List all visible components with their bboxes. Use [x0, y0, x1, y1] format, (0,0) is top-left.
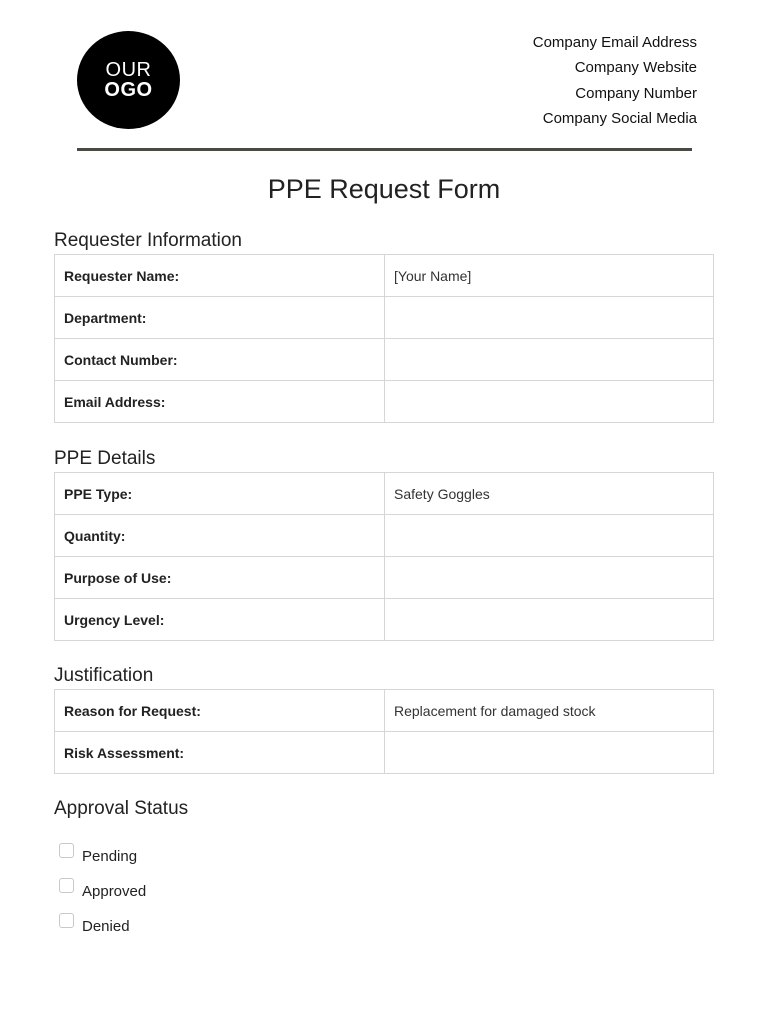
table-row	[55, 732, 714, 774]
company-contact-block	[533, 34, 697, 135]
section-title-ppe-details: PPE Details	[54, 448, 156, 469]
justification-table	[54, 689, 714, 774]
approved-label: Approved	[82, 883, 147, 900]
contact-number-label: Contact Number:	[55, 339, 385, 381]
company-number: Company Number	[575, 84, 697, 102]
logo-text-bottom: OGO	[104, 79, 153, 101]
reason-for-request-label: Reason for Request:	[55, 690, 385, 732]
table-row	[55, 515, 714, 557]
quantity-field[interactable]	[385, 515, 714, 557]
email-address-field[interactable]	[385, 381, 714, 423]
section-title-requester: Requester Information	[54, 230, 242, 251]
approval-status-options	[59, 842, 146, 947]
approval-option-approved[interactable]	[59, 877, 146, 912]
denied-checkbox[interactable]	[59, 913, 74, 928]
approval-option-denied[interactable]	[59, 912, 146, 947]
ppe-details-table	[54, 472, 714, 641]
ppe-type-label: PPE Type:	[55, 473, 385, 515]
email-address-label: Email Address:	[55, 381, 385, 423]
quantity-label: Quantity:	[55, 515, 385, 557]
company-social-media: Company Social Media	[542, 109, 697, 127]
requester-name-field[interactable]: [Your Name]	[385, 255, 714, 297]
pending-label: Pending	[82, 848, 138, 865]
table-row	[55, 557, 714, 599]
denied-label: Denied	[82, 918, 130, 935]
company-email: Company Email Address	[532, 34, 697, 51]
risk-assessment-label: Risk Assessment:	[55, 732, 385, 774]
approved-checkbox[interactable]	[59, 878, 74, 893]
company-website: Company Website	[574, 59, 697, 77]
table-row	[55, 473, 714, 515]
logo-text-top: OUR	[105, 59, 152, 81]
table-row	[55, 599, 714, 641]
department-field[interactable]	[385, 297, 714, 339]
approval-option-pending[interactable]	[59, 842, 146, 877]
contact-number-field[interactable]	[385, 339, 714, 381]
department-label: Department:	[55, 297, 385, 339]
company-logo	[77, 31, 180, 129]
urgency-level-field[interactable]	[385, 599, 714, 641]
table-row	[55, 255, 714, 297]
section-title-justification: Justification	[54, 665, 154, 686]
urgency-level-label: Urgency Level:	[55, 599, 385, 641]
reason-for-request-field[interactable]: Replacement for damaged stock	[385, 690, 714, 732]
section-title-approval-status: Approval Status	[54, 798, 189, 819]
table-row	[55, 297, 714, 339]
requester-name-label: Requester Name:	[55, 255, 385, 297]
ppe-type-field[interactable]: Safety Goggles	[385, 473, 714, 515]
page-title: PPE Request Form	[267, 174, 501, 204]
table-row	[55, 690, 714, 732]
requester-table	[54, 254, 714, 423]
purpose-of-use-label: Purpose of Use:	[55, 557, 385, 599]
purpose-of-use-field[interactable]	[385, 557, 714, 599]
table-row	[55, 381, 714, 423]
risk-assessment-field[interactable]	[385, 732, 714, 774]
header-divider	[77, 148, 692, 151]
table-row	[55, 339, 714, 381]
pending-checkbox[interactable]	[59, 843, 74, 858]
